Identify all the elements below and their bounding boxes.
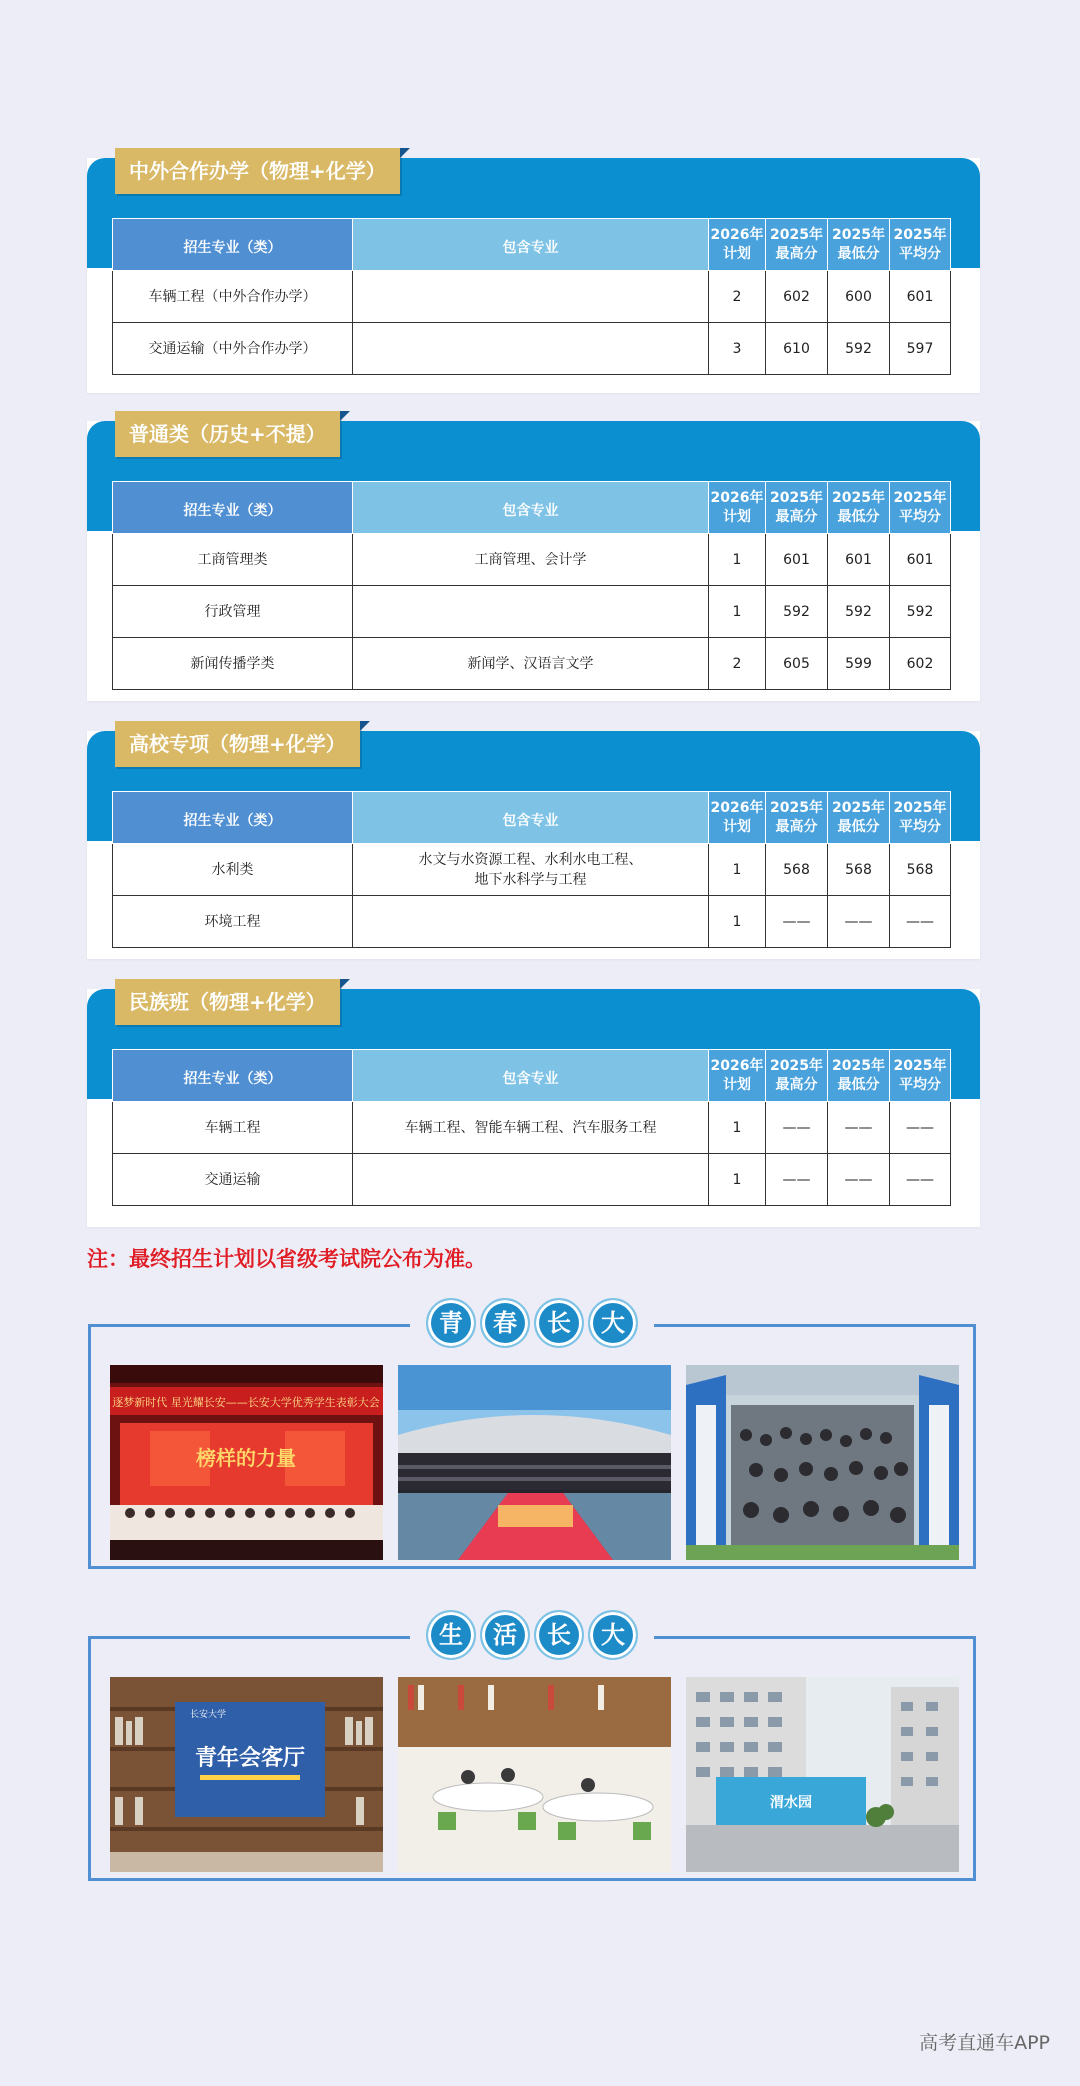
cell-avg: —— — [890, 1102, 951, 1154]
header-avg-score-line2: 平均分 — [899, 245, 941, 262]
cell-min: 600 — [828, 271, 890, 323]
cell-plan: 1 — [709, 1154, 766, 1206]
header-min-score-line1: 2025年 — [832, 1057, 885, 1074]
title-char: 长 — [534, 1298, 584, 1348]
header-major: 招生专业（类） — [113, 792, 353, 844]
cell-major: 新闻传播学类 — [113, 638, 353, 690]
header-min-score — [828, 219, 890, 271]
cell-major: 水利类 — [113, 844, 353, 896]
cell-plan: 2 — [709, 271, 766, 323]
section-card — [87, 421, 980, 701]
admission-table — [112, 218, 951, 375]
header-min-score-line2: 最低分 — [837, 1076, 880, 1093]
header-min-score — [828, 792, 890, 844]
cell-plan: 1 — [709, 844, 766, 896]
cell-includes — [353, 1154, 709, 1206]
cell-plan: 2 — [709, 638, 766, 690]
cell-major: 工商管理类 — [113, 534, 353, 586]
cell-includes — [353, 271, 709, 323]
table-row — [113, 323, 951, 375]
header-major: 招生专业（类） — [113, 1050, 353, 1102]
photo-award-ceremony — [110, 1365, 383, 1560]
source-watermark: 高考直通车APP — [919, 2032, 1050, 2054]
header-major: 招生专业（类） — [113, 482, 353, 534]
table-row — [113, 638, 951, 690]
cell-avg: 601 — [890, 271, 951, 323]
title-char: 长 — [534, 1610, 584, 1660]
table-row — [113, 586, 951, 638]
header-max-score — [766, 1050, 828, 1102]
header-min-score-line1: 2025年 — [832, 226, 885, 243]
header-avg-score-line1: 2025年 — [893, 1057, 947, 1074]
cell-avg: 601 — [890, 534, 951, 586]
photo-study-room — [398, 1677, 671, 1872]
header-plan-line2: 计划 — [723, 508, 751, 525]
table-row — [113, 271, 951, 323]
gallery-life — [88, 1621, 976, 1881]
cell-max: 601 — [766, 534, 828, 586]
header-includes: 包含专业 — [353, 219, 709, 271]
cell-max: 605 — [766, 638, 828, 690]
header-plan — [709, 792, 766, 844]
cell-major: 交通运输 — [113, 1154, 353, 1206]
header-max-score — [766, 482, 828, 534]
header-plan — [709, 219, 766, 271]
header-includes: 包含专业 — [353, 1050, 709, 1102]
header-max-score-line2: 最高分 — [775, 1076, 818, 1093]
table-row — [113, 534, 951, 586]
header-plan — [709, 1050, 766, 1102]
section-title: 高校专项（物理+化学） — [115, 721, 360, 767]
cell-plan: 1 — [709, 534, 766, 586]
cell-max: 602 — [766, 271, 828, 323]
header-max-score-line1: 2025年 — [770, 1057, 823, 1074]
header-avg-score-line2: 平均分 — [899, 1076, 941, 1093]
gallery-title — [91, 1610, 973, 1660]
title-char: 大 — [588, 1298, 638, 1348]
section-title: 民族班（物理+化学） — [115, 979, 340, 1025]
header-avg-score — [890, 219, 951, 271]
cell-plan: 1 — [709, 586, 766, 638]
header-plan-line1: 2026年 — [710, 226, 764, 243]
cell-major: 环境工程 — [113, 896, 353, 948]
cell-min: 568 — [828, 844, 890, 896]
header-avg-score-line2: 平均分 — [899, 508, 941, 525]
cell-avg: 597 — [890, 323, 951, 375]
section-title: 中外合作办学（物理+化学） — [115, 148, 400, 194]
cell-avg: 592 — [890, 586, 951, 638]
cell-max: 610 — [766, 323, 828, 375]
header-plan-line2: 计划 — [723, 818, 751, 835]
section-card — [87, 731, 980, 959]
lounge-sign-text: 青年会客厅 — [194, 1746, 306, 1771]
cell-plan: 1 — [709, 1102, 766, 1154]
header-includes: 包含专业 — [353, 482, 709, 534]
cell-major: 车辆工程（中外合作办学） — [113, 271, 353, 323]
header-max-score-line2: 最高分 — [775, 818, 818, 835]
title-char: 生 — [426, 1610, 476, 1660]
title-char: 春 — [480, 1298, 530, 1348]
cell-min: —— — [828, 1102, 890, 1154]
header-plan-line2: 计划 — [723, 245, 751, 262]
cell-includes: 新闻学、汉语言文学 — [353, 638, 709, 690]
cell-major: 行政管理 — [113, 586, 353, 638]
section-card — [87, 158, 980, 393]
header-plan-line2: 计划 — [723, 1076, 751, 1093]
header-max-score — [766, 792, 828, 844]
section-card — [87, 989, 980, 1227]
photo-career-fair — [686, 1365, 959, 1560]
cell-includes: 车辆工程、智能车辆工程、汽车服务工程 — [353, 1102, 709, 1154]
cell-min: —— — [828, 1154, 890, 1206]
header-includes: 包含专业 — [353, 792, 709, 844]
cell-major: 交通运输（中外合作办学） — [113, 323, 353, 375]
title-char: 大 — [588, 1610, 638, 1660]
header-avg-score-line1: 2025年 — [893, 489, 947, 506]
header-min-score — [828, 482, 890, 534]
header-plan-line1: 2026年 — [710, 1057, 764, 1074]
gallery-youth — [88, 1309, 976, 1569]
photo-dormitory — [686, 1677, 959, 1872]
photo-graduation-stadium — [398, 1365, 671, 1560]
cell-min: 592 — [828, 586, 890, 638]
cell-major: 车辆工程 — [113, 1102, 353, 1154]
table-row — [113, 896, 951, 948]
header-major: 招生专业（类） — [113, 219, 353, 271]
cell-includes: 水文与水资源工程、水利水电工程、 地下水科学与工程 — [353, 844, 709, 896]
ceremony-banner-text: 逐梦新时代 星光耀长安——长安大学优秀学生表彰大会 — [112, 1396, 380, 1409]
cell-max: —— — [766, 1102, 828, 1154]
cell-plan: 1 — [709, 896, 766, 948]
table-row — [113, 844, 951, 896]
header-avg-score-line1: 2025年 — [893, 799, 947, 816]
header-max-score-line2: 最高分 — [775, 508, 818, 525]
header-avg-score-line2: 平均分 — [899, 818, 941, 835]
header-min-score-line2: 最低分 — [837, 245, 880, 262]
table-row — [113, 1154, 951, 1206]
header-avg-score-line1: 2025年 — [893, 226, 947, 243]
cell-includes — [353, 323, 709, 375]
header-avg-score — [890, 792, 951, 844]
cell-min: 599 — [828, 638, 890, 690]
cell-max: 568 — [766, 844, 828, 896]
header-avg-score — [890, 1050, 951, 1102]
admission-table — [112, 1049, 951, 1206]
section-title: 普通类（历史+不提） — [115, 411, 340, 457]
cell-max: 592 — [766, 586, 828, 638]
cell-avg: —— — [890, 896, 951, 948]
header-min-score — [828, 1050, 890, 1102]
header-max-score-line2: 最高分 — [775, 245, 818, 262]
header-min-score-line1: 2025年 — [832, 799, 885, 816]
title-char: 青 — [426, 1298, 476, 1348]
cell-avg: 568 — [890, 844, 951, 896]
header-min-score-line1: 2025年 — [832, 489, 885, 506]
ceremony-stage-sign: 榜样的力量 — [196, 1446, 296, 1470]
header-min-score-line2: 最低分 — [837, 818, 880, 835]
header-max-score-line1: 2025年 — [770, 489, 823, 506]
header-min-score-line2: 最低分 — [837, 508, 880, 525]
footnote: 注：最终招生计划以省级考试院公布为准。 — [87, 1247, 486, 1271]
photo-youth-lounge — [110, 1677, 383, 1872]
cell-includes: 工商管理、会计学 — [353, 534, 709, 586]
cell-min: 592 — [828, 323, 890, 375]
cell-min: —— — [828, 896, 890, 948]
dorm-sign-text: 渭水园 — [770, 1795, 812, 1811]
admission-table — [112, 481, 951, 690]
admission-table — [112, 791, 951, 948]
cell-includes — [353, 896, 709, 948]
header-avg-score — [890, 482, 951, 534]
header-max-score-line1: 2025年 — [770, 226, 823, 243]
cell-max: —— — [766, 896, 828, 948]
table-row — [113, 1102, 951, 1154]
title-char: 活 — [480, 1610, 530, 1660]
cell-avg: 602 — [890, 638, 951, 690]
header-max-score-line1: 2025年 — [770, 799, 823, 816]
header-plan-line1: 2026年 — [710, 799, 764, 816]
header-plan-line1: 2026年 — [710, 489, 764, 506]
cell-max: —— — [766, 1154, 828, 1206]
gallery-title — [91, 1298, 973, 1348]
header-plan — [709, 482, 766, 534]
header-max-score — [766, 219, 828, 271]
lounge-brand-text: 长安大学 — [190, 1710, 227, 1720]
cell-min: 601 — [828, 534, 890, 586]
cell-plan: 3 — [709, 323, 766, 375]
cell-avg: —— — [890, 1154, 951, 1206]
cell-includes — [353, 586, 709, 638]
